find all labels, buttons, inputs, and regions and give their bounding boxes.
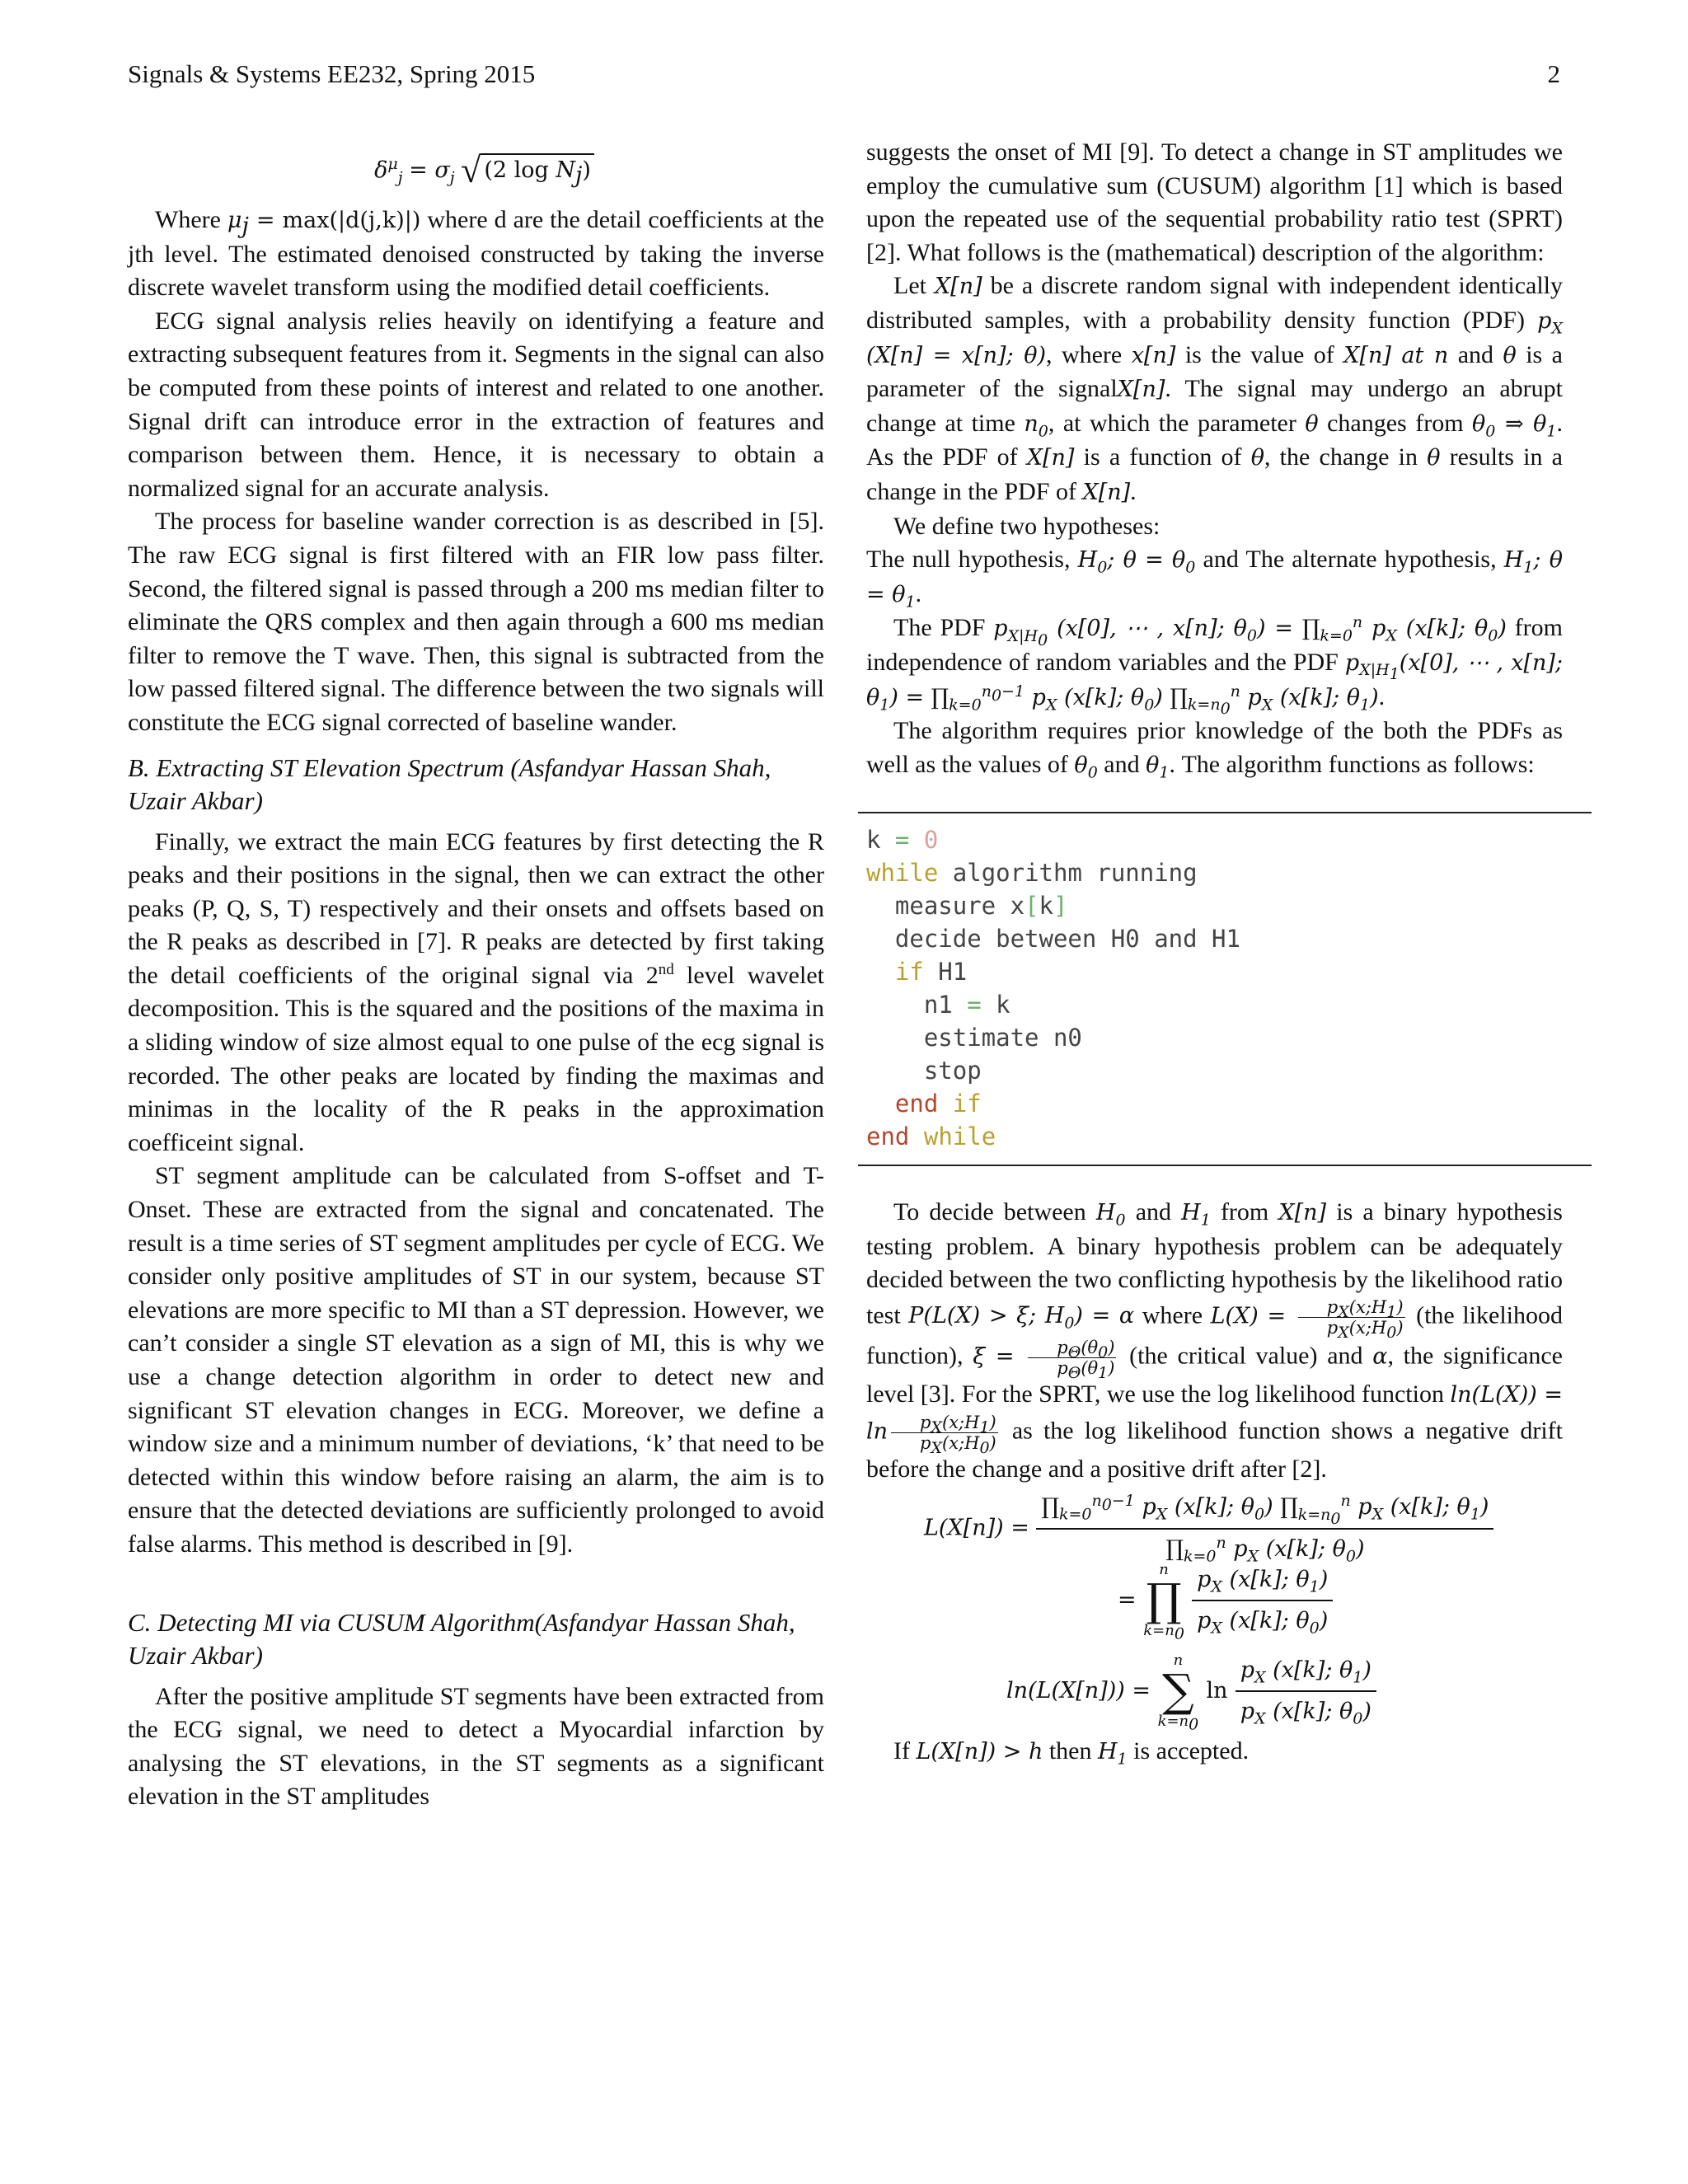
- section-heading-c: C. Detecting MI via CUSUM Algorithm(Asfandyar Hassan Shah, Uzair Akbar): [128, 1607, 795, 1670]
- paragraph: Finally, we extract the main ECG features by first detecting the R peaks and their positions in the signal, then we can extract the other peaks (P, Q, S, T) respectively and their onsets and offsets based on the R peaks as described in [7]. R peaks are detected by first taking the detail coefficients of the original signal via 2nd level wavelet decomposition. This is the squared and the positions of the maxima in a sliding window of size almost equal to one pulse of the ecg signal is recorded. The other peaks are located by finding the maximas and minimas in the locality of the R peaks in the approximation coefficeint signal.: [128, 827, 824, 1156]
- paragraph: ECG signal analysis relies heavily on identifying a feature and extracting subsequent features from it. Segments in the signal can also be computed from these points of interest and related to one another. Signal drift can introduce error in the extraction of features and comparison between them. Hence, it is necessary to obtain a normalized signal for an accurate analysis.: [128, 307, 824, 502]
- page-header: [128, 59, 1560, 96]
- code-line: measure x[k]: [866, 892, 1068, 921]
- code-line: estimate n0: [866, 1024, 1082, 1052]
- code-line: n1 = k: [866, 991, 1010, 1019]
- threshold-equation: $\delta^\mu_j = \sigma_j$ √ (2 $\log N_j$): [128, 136, 824, 204]
- paragraph: The PDF $p_{X|H_0}$ (x[0], ⋯ , x[n]; $\theta_0$) = $\prod_{k=0}^n$ $p_X$ (x[k]; $\theta_0$) from independence of random variables and the PDF $p_{X|H_1}(x[0]$, ⋯ , x[n]; $\theta_1$) = $\prod_{k=0}^{n_0-1}$ $p_X$ (x[k]; $\theta_0$) $\prod_{k=n_0}^n$ $p_X$ (x[k]; $\theta_1$).: [866, 613, 1564, 718]
- code-line: if H1: [894, 958, 968, 987]
- paragraph: To decide between $H_0$ and $H_1$ from X[n] is a binary hypothesis testing problem. A binary hypothesis problem can be adequately decided between the two conflicting hypothesis by the likelihood ratio test P(L(X) > ξ; $H_0) = \alpha$ where L(X) = $\frac{p_X(x;H_1)}{p_X(x;H_0)}$ (the likelihood function), ξ = $\frac{p_\Theta(\theta_0)}{p_\Theta(\theta_1)}$ (the critical value) and α, the significance level [3]. For the SPRT, we use the log likelihood function ln(L(X)) = ln $\frac{p_X(x;H_1)}{p_X(x;H_0)}$ as the log likelihood function shows a negative drift before the change and a positive drift after [2].: [866, 1198, 1563, 1483]
- page-number: 2: [1547, 59, 1560, 88]
- cusum-pseudocode: [858, 812, 1592, 1166]
- right-column: [866, 136, 1563, 1769]
- paragraph: We define two hypotheses:: [893, 512, 1160, 540]
- paragraph: suggests the onset of MI [9]. To detect a change in ST amplitudes we employ the cumulative sum (CUSUM) algorithm [1] which is based upon the repeated use of the sequential probability ratio test (SPRT) [2]. What follows is the (mathematical) description of the algorithm:: [866, 138, 1563, 266]
- code-line: end while: [866, 1122, 996, 1151]
- paragraph: After the positive amplitude ST segments have been extracted from the ECG signal, we need to detect a Myocardial infarction by analysing the ST elevations, in the ST segments as a significant elevation in the ST amplitudes: [128, 1682, 824, 1811]
- paragraph: Let X[n] be a discrete random signal with independent identically distributed samples, with a probability density function (PDF) $p_X$ (X[n] = x[n]; θ), where x[n] is the value of X[n] at n and θ is a parameter of the signalX[n]. The signal may undergo an abrupt change at time $n_0$, at which the parameter θ changes from $\theta_0$ ⇒ $\theta_1$. As the PDF of X[n] is a function of θ, the change in θ results in a change in the PDF of X[n].: [866, 272, 1564, 505]
- code-line: while algorithm running: [866, 859, 1198, 888]
- running-title: Signals & Systems EE232, Spring 2015: [128, 59, 536, 88]
- code-line: k = 0: [866, 826, 939, 855]
- section-heading-b: B. Extracting ST Elevation Spectrum (Asfandyar Hassan Shah, Uzair Akbar): [128, 752, 771, 815]
- code-line: stop: [866, 1057, 982, 1085]
- paragraph: The algorithm requires prior knowledge of the both the PDFs as well as the values of $\theta_0$ and $\theta_1$. The algorithm functions as follows:: [866, 717, 1563, 782]
- paragraph: The null hypothesis, $H_0$; $\theta = \theta_0$ and The alternate hypothesis, $H_1$; $\theta = \theta_1$.: [866, 546, 1563, 612]
- code-line: decide between H0 and H1: [866, 925, 1240, 954]
- where-paragraph: Where $\mu_j = \max(|d(j,k)|)$ where d are the detail coefficients at the jth level. The estimated denoised constructed by taking the inverse discrete wavelet transform using the modified detail coefficients.: [128, 206, 825, 302]
- paragraph: The process for baseline wander correction is as described in [5]. The raw ECG signal is first filtered with an FIR low pass filter. Second, the filtered signal is passed through a 200 ms median filter to eliminate the QRS complex and then again through a 600 ms median filter to remove the T wave. Then, this signal is subtracted from the low passed filtered signal. The difference between the two signals will constitute the ECG signal corrected of baseline wander.: [128, 508, 824, 736]
- paragraph: If L(X[n]) > h then $H_1$ is accepted.: [893, 1737, 1250, 1769]
- likelihood-equations: L(X[n]) = $\frac{\prod_{k=0}^{n_0-1} p_X (x[k]; \theta_0) \prod_{k=n_0}^n p_X (x[k]; \theta_1)}{\prod_{k=0}^n p_X (x[k]; \theta_0)}$ = n ∏ $k=n_0$ $\frac{p_X (x[k]; \theta_1)}{p_X (x[k]; \theta_0)}$ ln(L(X[n])) = n ∑ $k=n_0$ ln $\frac{p_X (x[k]; \theta_1)}{p_X (x[k]; \theta_0)}$: [866, 1491, 1563, 1735]
- code-line: end if: [894, 1090, 982, 1118]
- paragraph: ST segment amplitude can be calculated from S-offset and T-Onset. These are extracted from the signal and concatenated. The result is a time series of ST segment amplitudes per cycle of ECG. We consider only positive amplitudes of ST in our system, because ST elevations are more specific to MI than a ST depression. However, we can’t consider a single ST elevation as a sign of MI, this is why we use a change detection algorithm in order to detect new and significant ST elevation changes in ECG. Moreover, we define a window size and a minimum number of deviations, ‘k’ that need to be detected within this window before raising an alarm, the aim is to ensure that the detected deviations are sufficiently prolonged to avoid false alarms. This method is described in [9].: [128, 1162, 824, 1558]
- left-column: [128, 136, 824, 1814]
